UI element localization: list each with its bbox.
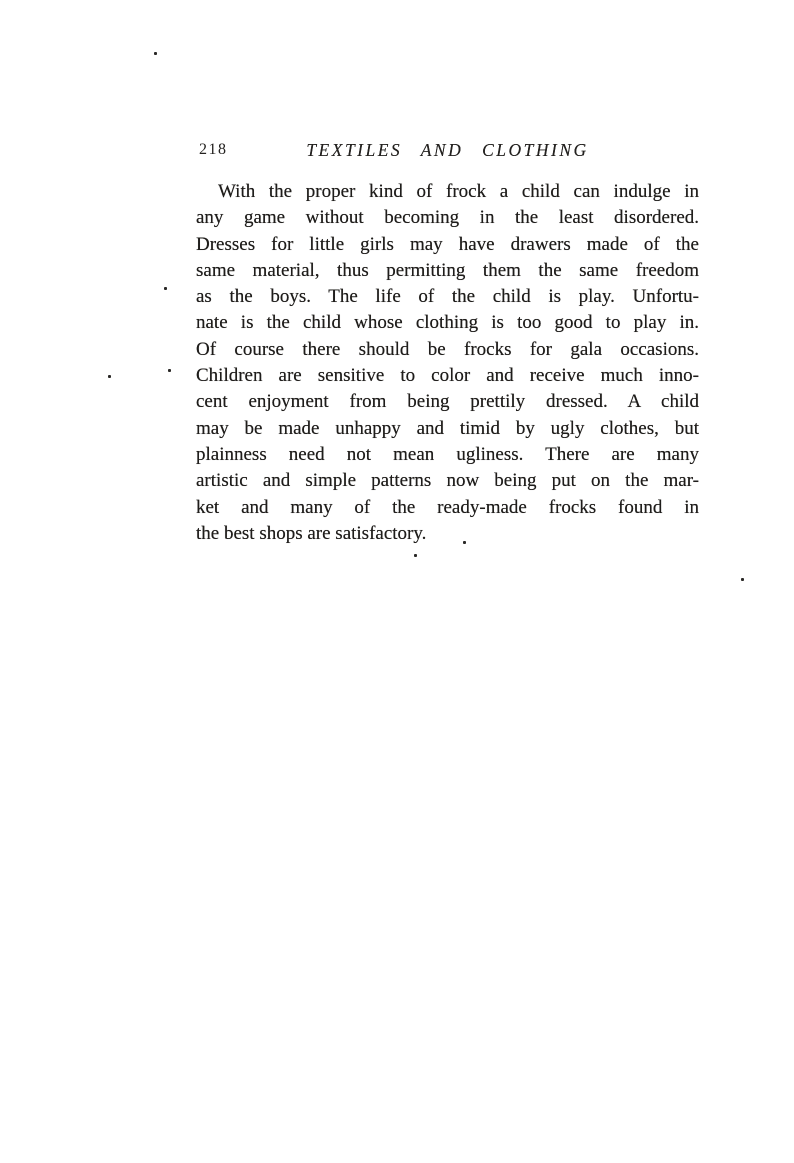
text-block bbox=[196, 140, 699, 544]
text-line: Of course there should be frocks for gala occasions. bbox=[196, 338, 699, 360]
text-line: plainness need not mean ugliness. There are many bbox=[196, 443, 699, 465]
text-line: as the boys. The life of the child is play. Unfortu- bbox=[196, 286, 699, 308]
page-number: 218 bbox=[199, 141, 228, 158]
paragraph bbox=[196, 179, 699, 547]
text-line: same material, thus permitting them the same freedom bbox=[196, 259, 699, 281]
text-line: may be made unhappy and timid by ugly clothes, but bbox=[196, 417, 699, 439]
running-header bbox=[196, 140, 699, 164]
text-line: any game without becoming in the least disordered. bbox=[196, 207, 699, 229]
scan-speck bbox=[741, 578, 744, 581]
text-line: the best shops are satisfactory. bbox=[196, 522, 427, 544]
scan-speck bbox=[164, 287, 167, 290]
scan-speck bbox=[168, 369, 171, 372]
text-line: With the proper kind of frock a child can indulge in bbox=[218, 181, 699, 202]
text-line: artistic and simple patterns now being put on the mar- bbox=[196, 470, 699, 492]
scan-speck bbox=[154, 52, 157, 55]
text-line: nate is the child whose clothing is too good to play in. bbox=[196, 312, 699, 334]
text-line: Children are sensitive to color and receive much inno- bbox=[196, 365, 699, 387]
chapter-running-title: TEXTILES AND CLOTHING bbox=[306, 140, 589, 160]
text-line: cent enjoyment from being prettily dressed. A child bbox=[196, 391, 699, 413]
scan-speck bbox=[414, 554, 417, 557]
scan-speck bbox=[463, 541, 466, 544]
scan-speck bbox=[108, 375, 111, 378]
text-line: Dresses for little girls may have drawers made of the bbox=[196, 233, 699, 255]
text-line: ket and many of the ready-made frocks found in bbox=[196, 496, 699, 518]
